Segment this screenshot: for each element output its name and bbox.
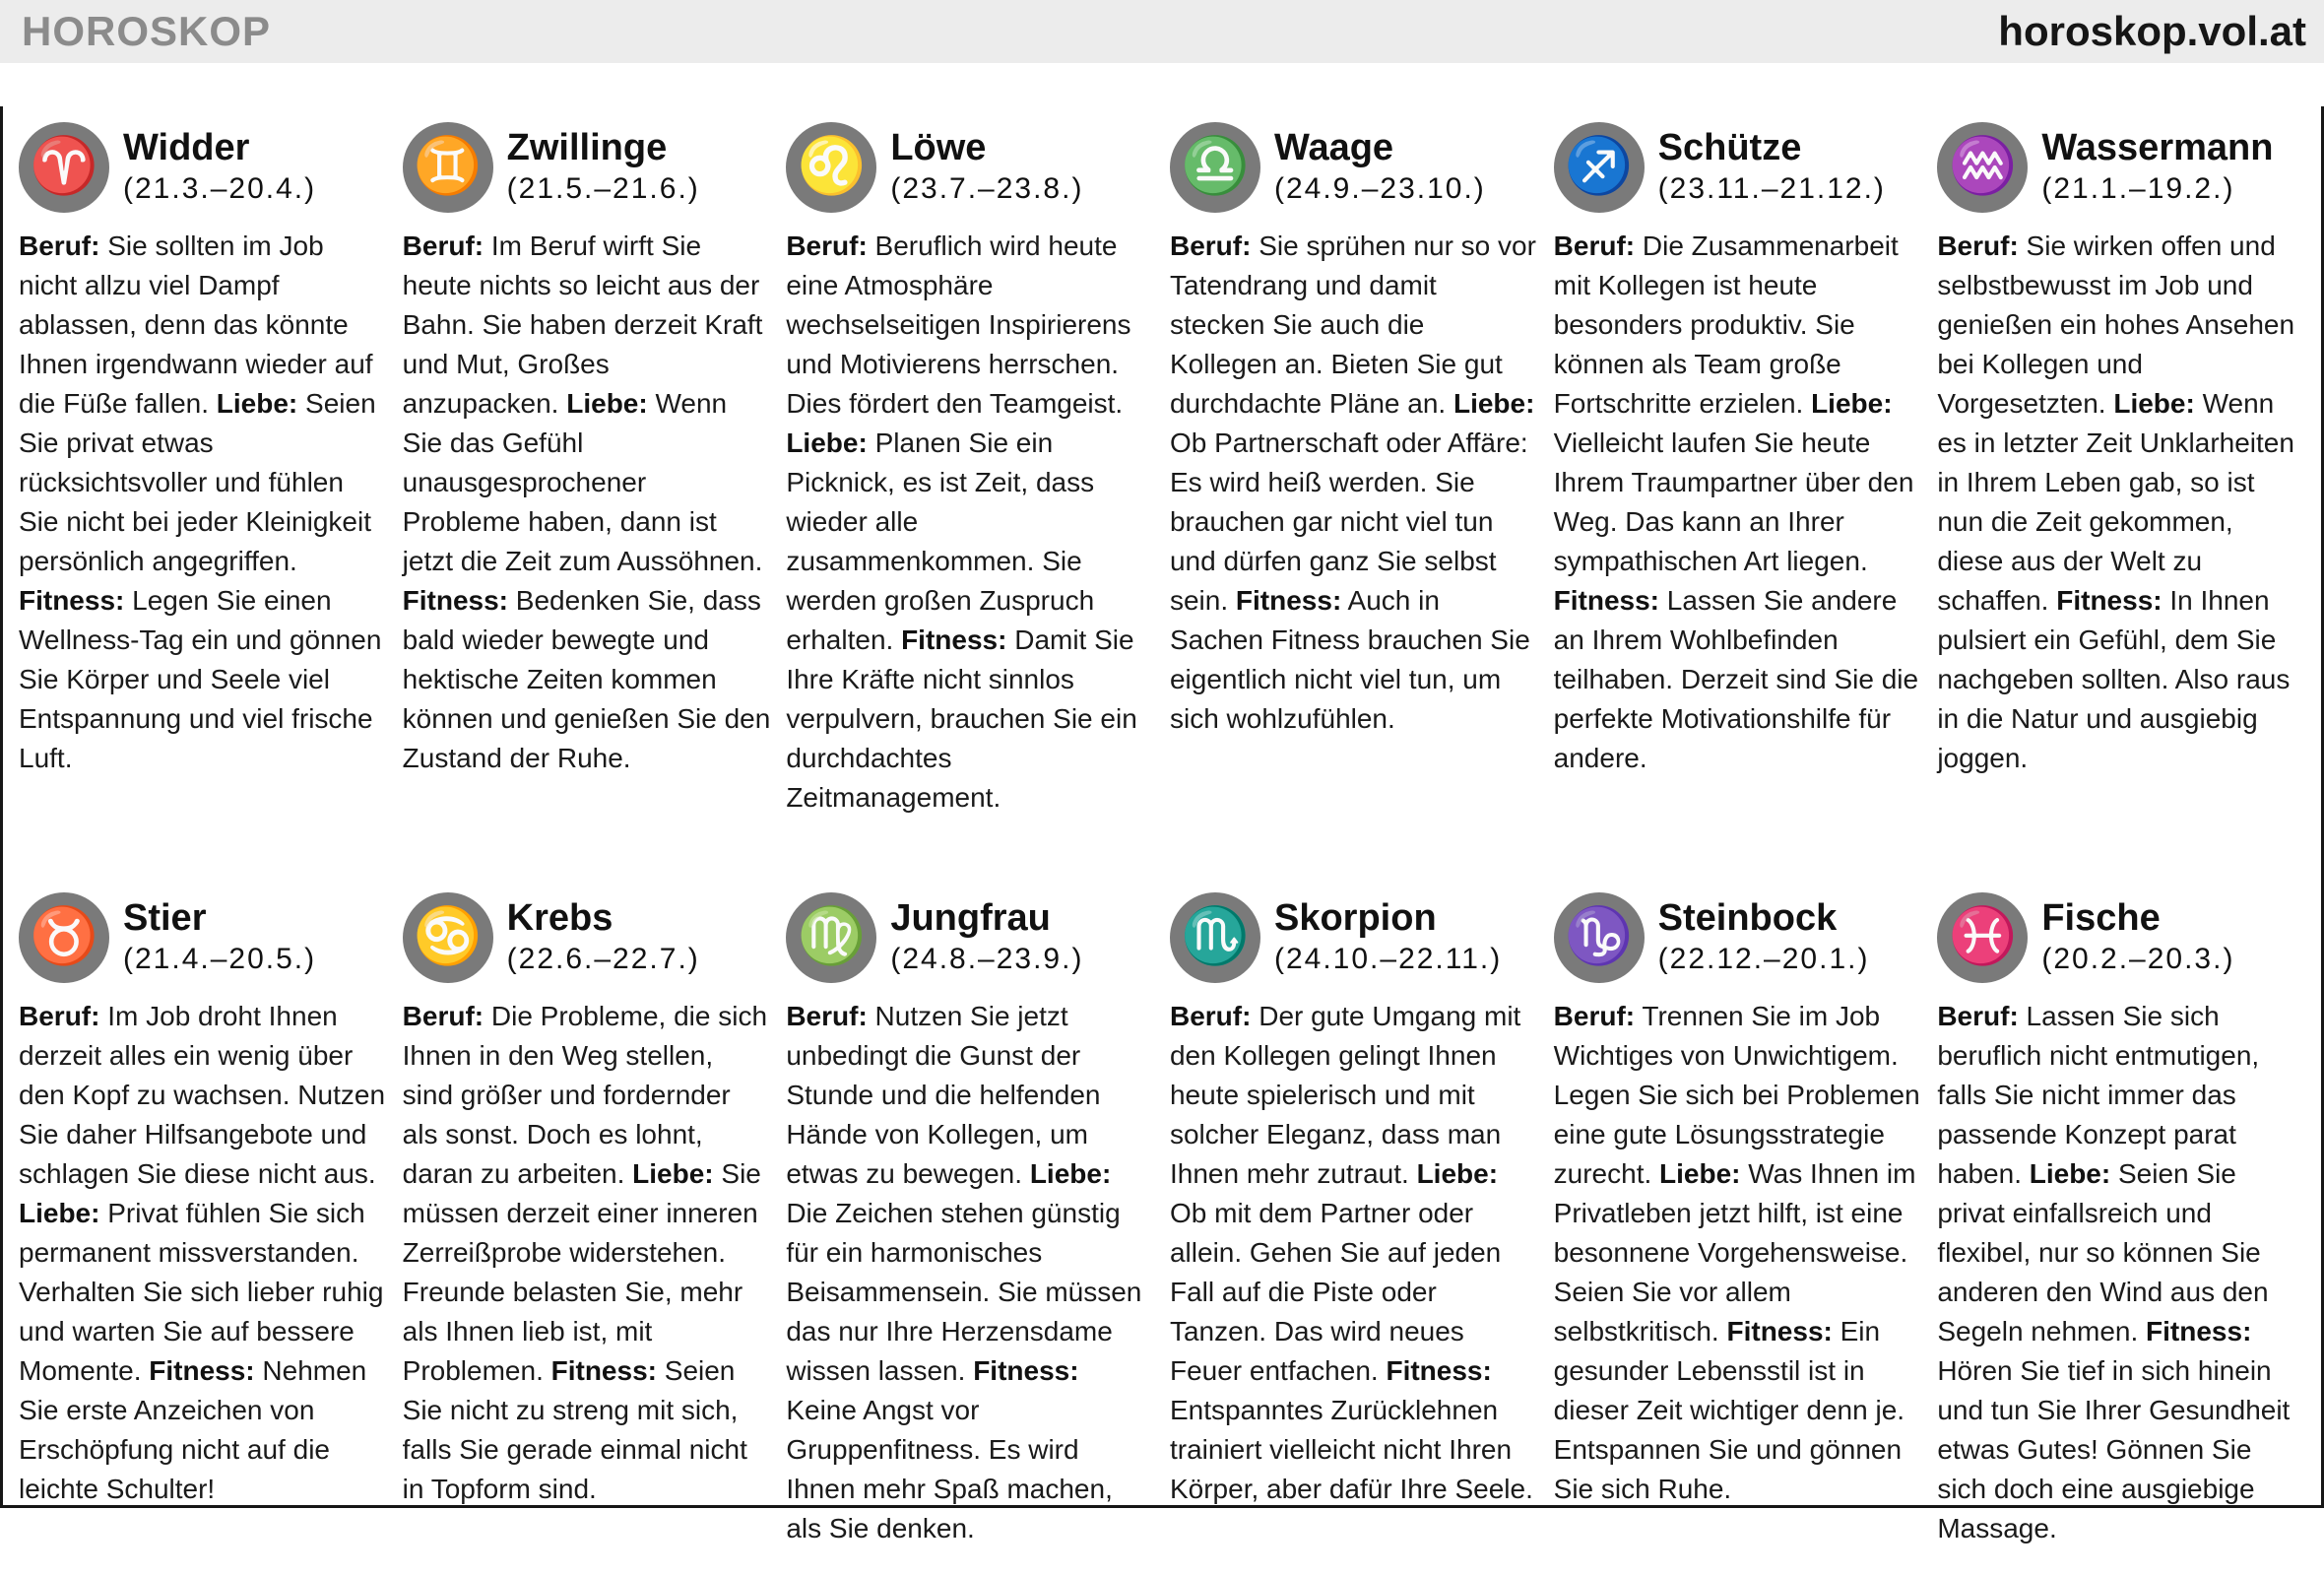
page-title: HOROSKOP: [22, 8, 272, 54]
zodiac-glyph: ♒: [1948, 134, 2018, 196]
zodiac-title-block: [123, 897, 316, 978]
sign-name: Stier: [123, 897, 207, 940]
archer-icon: [1554, 122, 1645, 213]
zodiac-glyph: ♓: [1948, 904, 2018, 966]
zodiac-glyph: ♏: [1181, 904, 1250, 966]
zodiac-glyph: ♑: [1564, 904, 1634, 966]
sign-dates: (24.8.–23.9.): [890, 942, 1084, 975]
zodiac-title-block: [890, 127, 1083, 208]
zodiac-glyph: ♎: [1181, 134, 1250, 196]
sign-text: Beruf: Der gute Umgang mit den Kollegen gelingt Ihnen heute spielerisch und mit solcher Eleganz, dass man Ihnen mehr zutraut. Liebe: Ob mit dem Partner oder allein. Gehen Sie auf jeden Fall auf die Piste oder Tanzen. Das wird neues Feuer entfachen. Fitness: Entspanntes Zurücklehnen trainiert vielleicht nicht Ihren Körper, aber dafür Ihre Seele.: [1169, 1001, 1533, 1504]
sign-name: Widder: [123, 127, 250, 169]
sign-text: Beruf: Sie sprühen nur so vor Tatendrang und damit stecken Sie auch die Kollegen an. Bieten Sie gut durchdachte Pläne an. Liebe: Ob Partnerschaft oder Affäre: Es wird heiß werden. Sie brauchen gar nicht viel tun und dürfen ganz Sie selbst sein. Fitness: Auch in Sachen Fitness brauchen Sie eigentlich nicht viel tun, um sich wohlzufühlen.: [1169, 230, 1536, 734]
zodiac-card: [403, 120, 771, 845]
bull-icon: [19, 892, 109, 983]
zodiac-title-block: [1274, 897, 1502, 978]
zodiac-title-block: [507, 127, 700, 208]
zodiac-card: [1937, 120, 2305, 845]
zodiac-title-block: [507, 897, 700, 978]
sign-text: Beruf: Nutzen Sie jetzt unbedingt die Gunst der Stunde und die helfenden Hände von Kollegen, um etwas zu bewegen. Liebe: Die Zeichen stehen günstig für ein harmonisches Beisammensein. Sie müssen das nur Ihre Herzensdame wissen lassen. Fitness: Keine Angst vor Gruppenfitness. Es wird Ihnen mehr Spaß machen, als Sie denken.: [786, 1001, 1142, 1543]
content-frame: [0, 106, 2324, 1543]
zodiac-glyph: ♋: [413, 904, 483, 966]
zodiac-title-block: [1274, 127, 1486, 208]
sign-dates: (24.9.–23.10.): [1273, 171, 1486, 205]
sign-text: Beruf: Beruflich wird heute eine Atmosphäre wechselseitigen Inspirierens und Motivierens herrschen. Dies fördert den Teamgeist. Liebe: Planen Sie ein Picknick, es ist Zeit, dass wieder alle zusammenkommen. Sie werden großen Zuspruch erhalten. Fitness: Damit Sie Ihre Kräfte nicht sinnlos verpulvern, brauchen Sie ein durchdachtes Zeitmanagement.: [786, 230, 1137, 813]
zodiac-title-block: [2041, 897, 2234, 978]
sign-text: Beruf: Im Job droht Ihnen derzeit alles ein wenig über den Kopf zu wachsen. Nutzen Sie daher Hilfsangebote und schlagen Sie diese nicht aus. Liebe: Privat fühlen Sie sich permanent missverstanden. Verhalten Sie sich lieber ruhig und warten Sie auf bessere Momente. Fitness: Nehmen Sie erste Anzeichen von Erschöpfung nicht auf die leichte Schulter!: [19, 1001, 386, 1504]
sign-name: Jungfrau: [890, 897, 1051, 940]
sign-dates: (23.11.–21.12.): [1657, 171, 1886, 205]
sign-text: Beruf: Sie wirken offen und selbstbewusst im Job und genießen ein hohes Ansehen bei Kollegen und Vorgesetzten. Liebe: Wenn es in letzter Zeit Unklarheiten in Ihrem Leben gab, so ist nun die Zeit gekommen, diese aus der Welt zu schaffen. Fitness: In Ihnen pulsiert ein Gefühl, dem Sie nachgeben sollten. Also raus in die Natur und ausgiebig joggen.: [1937, 230, 2295, 773]
sign-dates: (20.2.–20.3.): [2041, 942, 2235, 975]
zodiac-card: [786, 890, 1154, 1576]
zodiac-card: [403, 890, 771, 1576]
zodiac-card: [19, 890, 387, 1576]
sign-dates: (22.6.–22.7.): [506, 942, 700, 975]
sign-name: Skorpion: [1273, 897, 1437, 940]
zodiac-card: [1554, 890, 1922, 1576]
zodiac-card-header: [1170, 890, 1538, 985]
zodiac-glyph: ♈: [30, 134, 98, 196]
sign-name: Krebs: [506, 897, 613, 940]
scorpion-icon: [1170, 892, 1260, 983]
sign-dates: (24.10.–22.11.): [1273, 942, 1503, 975]
sign-dates: (23.7.–23.8.): [890, 171, 1084, 205]
scales-icon: [1170, 122, 1260, 213]
zodiac-card: [1170, 890, 1538, 1576]
goat-icon: [1554, 892, 1645, 983]
zodiac-title-block: [1658, 127, 1886, 208]
zodiac-title-block: [123, 127, 316, 208]
site-url: horoskop.vol.at: [1998, 8, 2306, 54]
sign-text: Beruf: Trennen Sie im Job Wichtiges von Unwichtigem. Legen Sie sich bei Problemen eine gute Lösungsstrategie zurecht. Liebe: Was Ihnen im Privatleben jetzt hilft, ist eine besonnene Vorgehensweise. Seien Sie vor allem selbstkritisch. Fitness: Ein gesunder Lebensstil ist in dieser Zeit wichtiger denn je. Entspannen Sie und gönnen Sie sich Ruhe.: [1553, 1001, 1920, 1504]
zodiac-card: [1937, 890, 2305, 1576]
zodiac-card-header: [1937, 890, 2305, 985]
zodiac-card-header: [786, 890, 1154, 985]
horoscope-grid: [19, 120, 2305, 1576]
zodiac-glyph: ♉: [30, 904, 98, 966]
zodiac-title-block: [1658, 897, 1870, 978]
lion-icon: [786, 122, 876, 213]
zodiac-card-header: [1554, 890, 1922, 985]
sign-dates: (22.12.–20.1.): [1657, 942, 1870, 975]
zodiac-glyph: ♍: [797, 904, 867, 966]
sign-name: Schütze: [1657, 127, 1802, 169]
zodiac-card-header: [403, 120, 771, 215]
zodiac-glyph: ♐: [1564, 134, 1634, 196]
sign-name: Wassermann: [2041, 127, 2274, 169]
sign-text: Beruf: Lassen Sie sich beruflich nicht entmutigen, falls Sie nicht immer das passende Konzept parat haben. Liebe: Seien Sie privat einfallsreich und flexibel, nur so können Sie anderen den Wind aus den Segeln nehmen. Fitness: Hören Sie tief in sich hinein und tun Sie Ihrer Gesundheit etwas Gutes! Gönnen Sie sich doch eine ausgiebige Massage.: [1937, 1001, 2291, 1543]
zodiac-card: [19, 120, 387, 845]
ram-icon: [19, 122, 109, 213]
sign-text: Beruf: Sie sollten im Job nicht allzu viel Dampf ablassen, denn das könnte Ihnen irgendwann wieder auf die Füße fallen. Liebe: Seien Sie privat etwas rücksichtsvoller und fühlen Sie nicht bei jeder Kleinigkeit persönlich angegriffen. Fitness: Legen Sie einen Wellness-Tag ein und gönnen Sie Körper und Seele viel Entspannung und viel frische Luft.: [19, 230, 382, 773]
zodiac-card: [786, 120, 1154, 845]
header-band: [0, 0, 2324, 63]
sign-name: Waage: [1273, 127, 1394, 169]
sign-dates: (21.3.–20.4.): [123, 171, 317, 205]
zodiac-glyph: ♊: [413, 134, 483, 196]
zodiac-card-header: [403, 890, 771, 985]
sign-dates: (21.4.–20.5.): [123, 942, 317, 975]
water-bearer-icon: [1937, 122, 2028, 213]
zodiac-title-block: [890, 897, 1083, 978]
crab-icon: [403, 892, 493, 983]
zodiac-card-header: [19, 120, 387, 215]
zodiac-card: [1170, 120, 1538, 845]
zodiac-card-header: [19, 890, 387, 985]
fishes-icon: [1937, 892, 2028, 983]
sign-text: Beruf: Die Probleme, die sich Ihnen in den Weg stellen, sind größer und fordernder als sonst. Doch es lohnt, daran zu arbeiten. Liebe: Sie müssen derzeit einer inneren Zerreißprobe widerstehen. Freunde belasten Sie, mehr als Ihnen lieb ist, mit Problemen. Fitness: Seien Sie nicht zu streng mit sich, falls Sie gerade einmal nicht in Topform sind.: [402, 1001, 768, 1504]
zodiac-card-header: [1170, 120, 1538, 215]
zodiac-glyph: ♌: [797, 134, 867, 196]
sign-text: Beruf: Die Zusammenarbeit mit Kollegen ist heute besonders produktiv. Sie können als Team große Fortschritte erzielen. Liebe: Vielleicht laufen Sie heute Ihrem Traumpartner über den Weg. Das kann an Ihrer sympathischen Art liegen. Fitness: Lassen Sie andere an Ihrem Wohlbefinden teilhaben. Derzeit sind Sie die perfekte Motivationshilfe für andere.: [1553, 230, 1919, 773]
zodiac-card-header: [1937, 120, 2305, 215]
sign-text: Beruf: Im Beruf wirft Sie heute nichts so leicht aus der Bahn. Sie haben derzeit Kraft und Mut, Großes anzupacken. Liebe: Wenn Sie das Gefühl unausgesprochener Probleme haben, dann ist jetzt die Zeit zum Aussöhnen. Fitness: Bedenken Sie, dass bald wieder bewegte und hektische Zeiten kommen können und genießen Sie den Zustand der Ruhe.: [402, 230, 771, 773]
zodiac-card: [1554, 120, 1922, 845]
sign-name: Fische: [2041, 897, 2161, 940]
virgin-icon: [786, 892, 876, 983]
zodiac-card-header: [1554, 120, 1922, 215]
zodiac-title-block: [2041, 127, 2273, 208]
zodiac-card-header: [786, 120, 1154, 215]
sign-name: Steinbock: [1657, 897, 1838, 940]
sign-dates: (21.5.–21.6.): [506, 171, 700, 205]
twins-icon: [403, 122, 493, 213]
sign-dates: (21.1.–19.2.): [2041, 171, 2235, 205]
sign-name: Löwe: [890, 127, 987, 169]
sign-name: Zwillinge: [506, 127, 668, 169]
